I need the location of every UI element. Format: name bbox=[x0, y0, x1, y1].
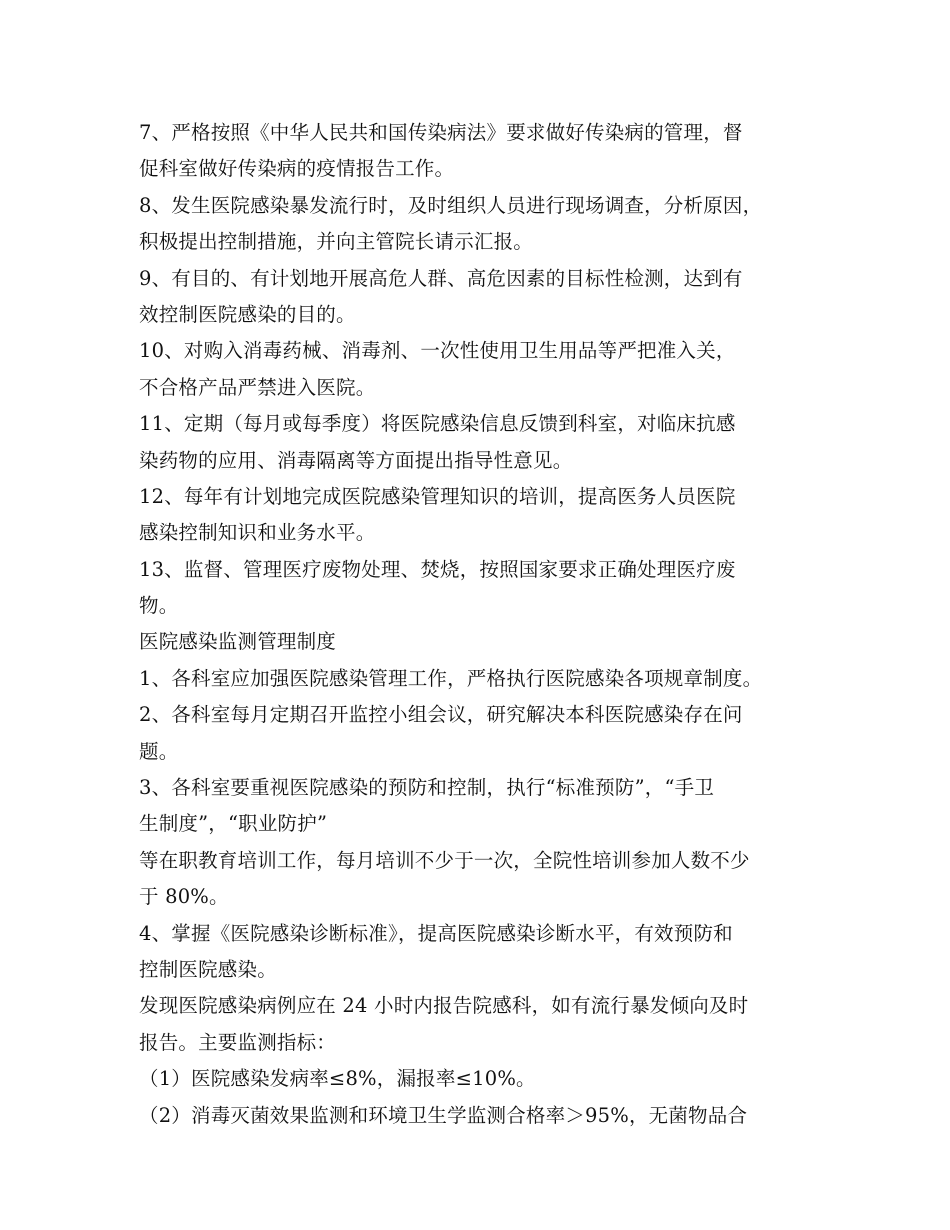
text-line: 8、发生医院感染暴发流行时，及时组织人员进行现场调查，分析原因， bbox=[139, 193, 763, 217]
text-line: 等在职教育培训工作，每月培训不少于一次，全院性培训参加人数不少 bbox=[139, 848, 750, 872]
text-line: 13、监督、管理医疗废物处理、焚烧，按照国家要求正确处理医疗废 bbox=[139, 557, 736, 581]
text-line: （2）消毒灭菌效果监测和环境卫生学监测合格率＞95%，无菌物品合 bbox=[139, 1103, 748, 1127]
text-line: 积极提出控制措施，并向主管院长请示汇报。 bbox=[139, 230, 534, 254]
text-line: 题。 bbox=[139, 739, 179, 763]
text-line: 12、每年有计划地完成医院感染管理知识的培训，提高医务人员医院 bbox=[139, 484, 736, 508]
text-line: 3、各科室要重视医院感染的预防和控制，执行“标准预防”，“手卫 bbox=[139, 776, 715, 800]
text-line: 1、各科室应加强医院感染管理工作，严格执行医院感染各项规章制度。 bbox=[139, 666, 763, 690]
text-line: 不合格产品严禁进入医院。 bbox=[139, 375, 376, 399]
text-line: 4、掌握《医院感染诊断标准》，提高医院感染诊断水平，有效预防和 bbox=[139, 921, 733, 945]
text-line: 促科室做好传染病的疫情报告工作。 bbox=[139, 157, 455, 181]
text-line: 报告。主要监测指标： bbox=[139, 1030, 337, 1054]
text-line: 7、严格按照《中华人民共和国传染病法》要求做好传染病的管理，督 bbox=[139, 121, 743, 144]
text-line: 物。 bbox=[139, 594, 179, 618]
text-line: 感染控制知识和业务水平。 bbox=[139, 521, 376, 545]
text-line: 染药物的应用、消毒隔离等方面提出指导性意见。 bbox=[139, 448, 573, 472]
text-line: （1）医院感染发病率≤8%，漏报率≤10%。 bbox=[139, 1067, 536, 1091]
text-line: 生制度”，“职业防护” bbox=[139, 812, 328, 836]
document-body bbox=[139, 115, 839, 1134]
text-line: 11、定期（每月或每季度）将医院感染信息反馈到科室，对临床抗感 bbox=[139, 412, 736, 436]
text-line: 9、有目的、有计划地开展高危人群、高危因素的目标性检测，达到有 bbox=[139, 266, 743, 290]
text-line: 发现医院感染病例应在 24 小时内报告院感科，如有流行暴发倾向及时 bbox=[139, 994, 749, 1018]
text-line: 于 80%。 bbox=[139, 885, 229, 909]
text-line: 2、各科室每月定期召开监控小组会议，研究解决本科医院感染存在问 bbox=[139, 703, 743, 727]
text-line: 控制医院感染。 bbox=[139, 957, 277, 981]
text-line: 10、对购入消毒药械、消毒剂、一次性使用卫生用品等严把准入关， bbox=[139, 339, 736, 363]
text-line: 效控制医院感染的目的。 bbox=[139, 302, 356, 326]
section-heading: 医院感染监测管理制度 bbox=[139, 630, 337, 654]
